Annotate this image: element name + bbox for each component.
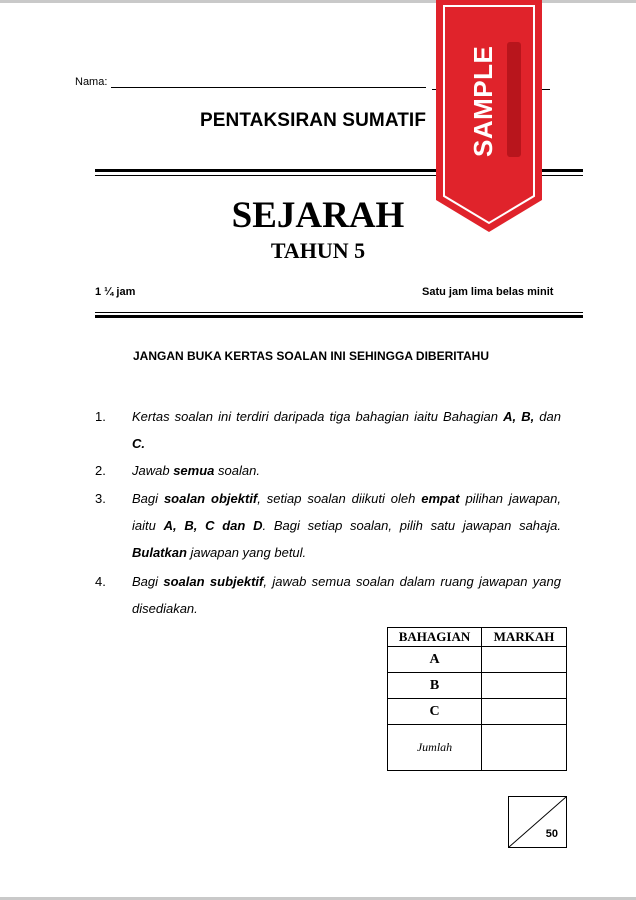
total-marks-value: 50 (545, 828, 558, 840)
total-score-box (508, 796, 567, 848)
duration-rule-thin (95, 312, 583, 313)
section-cell: A (388, 647, 482, 673)
table-row (388, 725, 567, 771)
total-label-cell: Jumlah (388, 725, 482, 771)
name-field (75, 75, 426, 88)
instruction-item (95, 568, 561, 622)
subject-title: SEJARAH (231, 195, 405, 236)
text-run: pilihan jawapan, iaitu (132, 491, 561, 533)
text-run: dan (534, 409, 561, 424)
sample-text-wrap (458, 45, 518, 157)
duration-long: Satu jam lima belas minit (422, 286, 554, 298)
duration-short: 1 ¼ jam (95, 286, 136, 298)
column-header: MARKAH (482, 628, 567, 647)
name-line (111, 75, 426, 88)
section-cell: C (388, 699, 482, 725)
table-row (388, 699, 567, 725)
text-run: jawapan yang betul. (186, 545, 307, 560)
bold-run: soalan objektif (163, 491, 258, 506)
marks-cell[interactable] (482, 647, 567, 673)
instruction-number: 2. (95, 463, 106, 478)
bold-run: A, B, C dan D (163, 518, 263, 533)
text-run: soalan. (214, 463, 260, 478)
bold-run: empat (421, 491, 460, 506)
table-row (388, 673, 567, 699)
instruction-item (95, 485, 561, 566)
instruction-number: 1. (95, 409, 106, 424)
text-run: Bagi (132, 574, 164, 589)
name-label: Nama: (75, 76, 108, 88)
instruction-number: 3. (95, 491, 106, 506)
text-run: Bagi (132, 491, 164, 506)
instruction-text (132, 457, 561, 484)
exam-title: PENTAKSIRAN SUMATIF (200, 110, 427, 131)
instruction-item (95, 403, 561, 457)
marks-cell[interactable] (482, 699, 567, 725)
bold-run: Bulatkan (132, 545, 187, 560)
marks-cell[interactable] (482, 673, 567, 699)
instruction-text (132, 485, 561, 566)
text-run: Jawab (132, 463, 174, 478)
sample-watermark: SAMPLE (468, 45, 498, 157)
text-run: Kertas soalan ini terdiri daripada tiga bahagian iaitu Bahagian (132, 409, 504, 424)
instruction-text (132, 568, 561, 622)
bold-run: semua (173, 463, 215, 478)
text-run: , setiap soalan diikuti oleh (257, 491, 422, 506)
bold-run: A, B, (503, 409, 535, 424)
warning-text: JANGAN BUKA KERTAS SOALAN INI SEHINGGA DIBERITAHU (133, 349, 490, 363)
table-header-row (388, 628, 567, 647)
instruction-text (132, 403, 561, 457)
text-run: , jawab semua soalan dalam ruang jawapan yang disediakan. (132, 574, 562, 616)
bold-run: C. (132, 436, 145, 451)
instruction-number: 4. (95, 574, 106, 589)
section-cell: B (388, 673, 482, 699)
total-marks-cell[interactable] (482, 725, 567, 771)
bold-run: soalan subjektif (163, 574, 264, 589)
instruction-item (95, 457, 561, 484)
duration-rule-thick (95, 315, 583, 318)
year-title: TAHUN 5 (270, 238, 366, 263)
column-header: BAHAGIAN (388, 628, 482, 647)
table-row (388, 647, 567, 673)
marks-table (387, 627, 567, 771)
text-run: . Bagi setiap soalan, pilih satu jawapan sahaja. (262, 518, 561, 533)
